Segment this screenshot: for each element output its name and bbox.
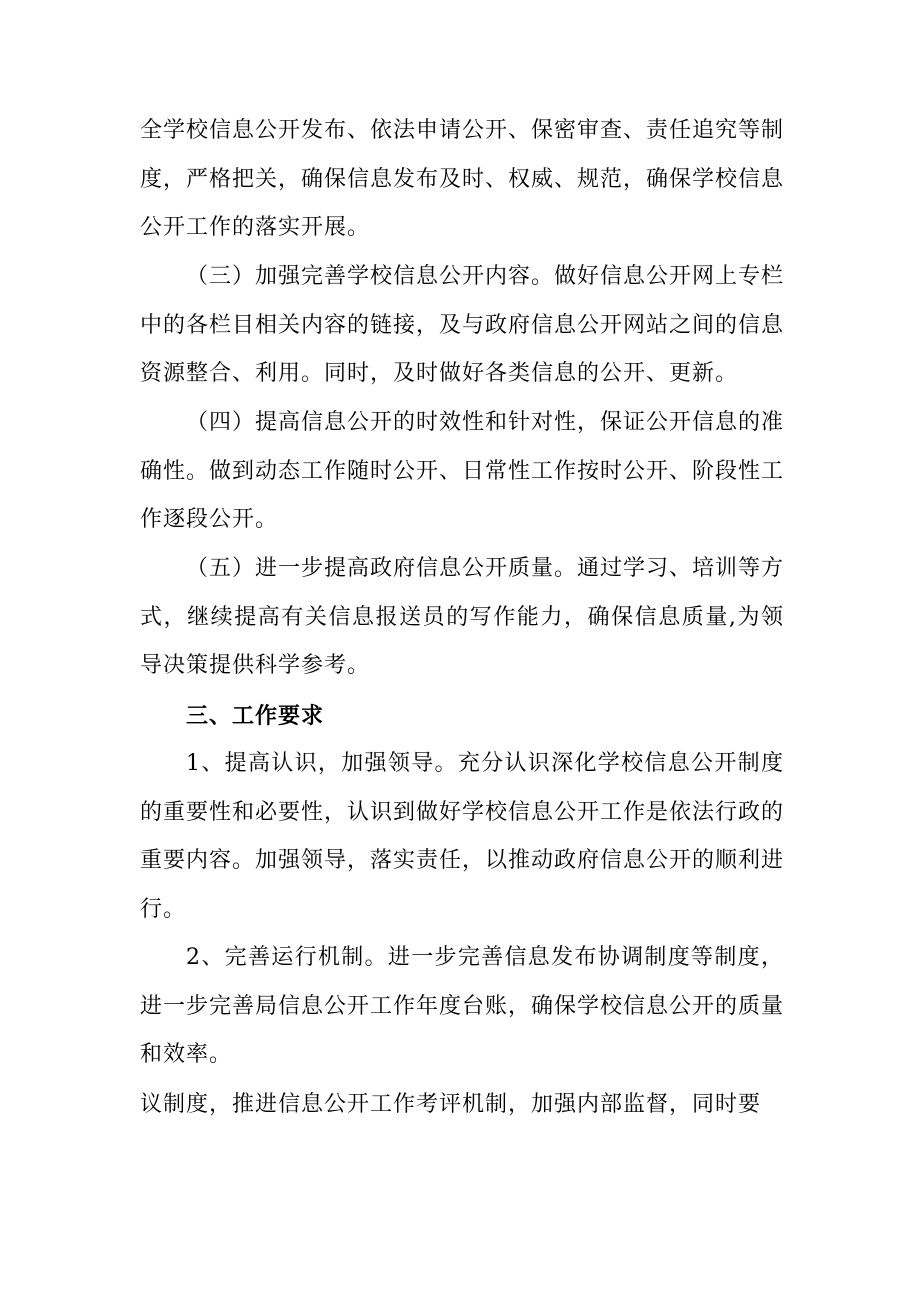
paragraph-item-2: 2、完善运行机制。进一步完善信息发布协调制度等制度，进一步完善局信息公开工作年度台账，确保学校信息公开的质量和效率。: [140, 945, 785, 1067]
paragraph-continuation: 全学校信息公开发布、依法申请公开、保密审查、责任追究等制度，严格把关，确保信息发布及时、权威、规范，确保学校信息公开工作的落实开展。: [140, 118, 785, 240]
paragraph-section-3: （三）加强完善学校信息公开内容。做好信息公开网上专栏中的各栏目相关内容的链接，及与政府信息公开网站之间的信息资源整合、利用。同时，及时做好各类信息的公开、更新。: [140, 264, 785, 386]
paragraph-section-5: （五）进一步提高政府信息公开质量。通过学习、培训等方式，继续提高有关信息报送员的写作能力，确保信息质量,为领导决策提供科学参考。: [140, 556, 785, 678]
paragraph-fragment: 议制度，推进信息公开工作考评机制，加强内部监督，同时要: [140, 1092, 762, 1117]
paragraph-item-1: 1、提高认识，加强领导。充分认识深化学校信息公开制度的重要性和必要性，认识到做好学校信息公开工作是依法行政的重要内容。加强领导，落实责任，以推动政府信息公开的顺利进行。: [140, 751, 785, 922]
paragraph-section-4: （四）提高信息公开的时效性和针对性，保证公开信息的准确性。做到动态工作随时公开、日常性工作按时公开、阶段性工作逐段公开。: [140, 410, 785, 532]
section-heading: 三、工作要求: [186, 703, 325, 729]
